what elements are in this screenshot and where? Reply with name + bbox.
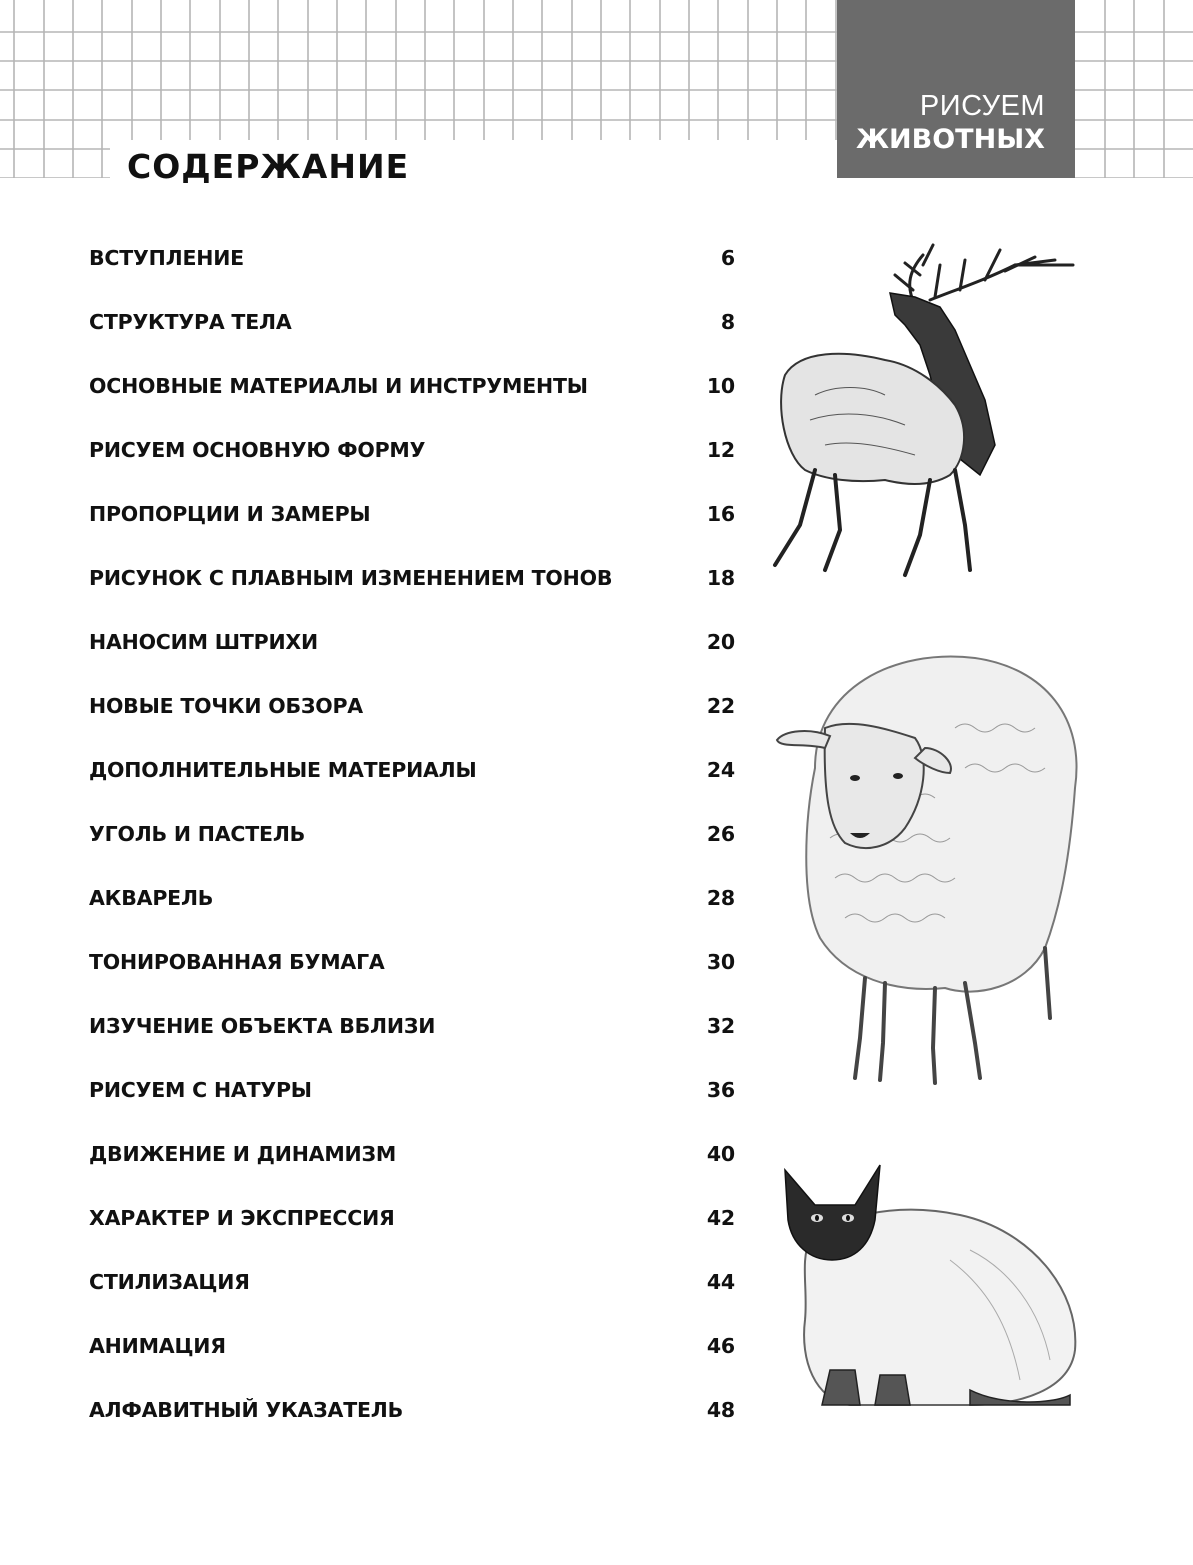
toc-entry-title: РИСУЕМ С НАТУРЫ xyxy=(89,1078,312,1102)
toc-entry xyxy=(89,546,735,610)
toc-entry-page: 42 xyxy=(706,1206,735,1230)
toc-entry xyxy=(89,482,735,546)
toc-entry xyxy=(89,354,735,418)
toc-entry-page: 36 xyxy=(706,1078,735,1102)
toc-entry-title: СТРУКТУРА ТЕЛА xyxy=(89,310,292,334)
toc-heading: СОДЕРЖАНИЕ xyxy=(127,144,415,190)
toc-entry-title: ОСНОВНЫЕ МАТЕРИАЛЫ И ИНСТРУМЕНТЫ xyxy=(89,374,588,398)
cat-illustration xyxy=(770,1160,1080,1410)
toc-entry-title: ХАРАКТЕР И ЭКСПРЕССИЯ xyxy=(89,1206,395,1230)
toc-entry xyxy=(89,1186,735,1250)
toc-entry-title: АНИМАЦИЯ xyxy=(89,1334,226,1358)
toc-entry-title: ВСТУПЛЕНИЕ xyxy=(89,246,244,270)
sheep-illustration xyxy=(775,648,1095,1098)
toc-entry-title: ТОНИРОВАННАЯ БУМАГА xyxy=(89,950,385,974)
toc-entry-title: РИСУНОК С ПЛАВНЫМ ИЗМЕНЕНИЕМ ТОНОВ xyxy=(89,566,613,590)
toc-entry xyxy=(89,1378,735,1442)
toc-entry xyxy=(89,226,735,290)
toc-entry-title: НОВЫЕ ТОЧКИ ОБЗОРА xyxy=(89,694,363,718)
toc-entry xyxy=(89,802,735,866)
table-of-contents xyxy=(89,226,735,1442)
toc-entry-title: ДВИЖЕНИЕ И ДИНАМИЗМ xyxy=(89,1142,397,1166)
toc-entry xyxy=(89,674,735,738)
series-title-line2: ЖИВОТНЫХ xyxy=(856,124,1045,155)
toc-entry xyxy=(89,930,735,994)
toc-entry-title: НАНОСИМ ШТРИХИ xyxy=(89,630,318,654)
toc-entry-title: ДОПОЛНИТЕЛЬНЫЕ МАТЕРИАЛЫ xyxy=(89,758,477,782)
toc-entry-page: 6 xyxy=(720,246,735,270)
toc-entry-page: 30 xyxy=(706,950,735,974)
toc-entry-title: АЛФАВИТНЫЙ УКАЗАТЕЛЬ xyxy=(89,1398,404,1422)
toc-entry-page: 10 xyxy=(706,374,735,398)
deer-illustration xyxy=(755,235,1085,585)
toc-entry-page: 24 xyxy=(706,758,735,782)
toc-entry-page: 20 xyxy=(706,630,735,654)
toc-entry-title: УГОЛЬ И ПАСТЕЛЬ xyxy=(89,822,306,846)
toc-entry xyxy=(89,1058,735,1122)
toc-entry xyxy=(89,290,735,354)
toc-entry xyxy=(89,994,735,1058)
toc-entry-title: АКВАРЕЛЬ xyxy=(89,886,214,910)
toc-entry-page: 16 xyxy=(706,502,735,526)
toc-entry-page: 12 xyxy=(706,438,735,462)
toc-entry-title: РИСУЕМ ОСНОВНУЮ ФОРМУ xyxy=(89,438,426,462)
toc-entry-page: 48 xyxy=(706,1398,735,1422)
toc-entry-page: 46 xyxy=(706,1334,735,1358)
toc-entry xyxy=(89,738,735,802)
series-title-line1: РИСУЕМ xyxy=(919,90,1045,122)
toc-entry-title: ПРОПОРЦИИ И ЗАМЕРЫ xyxy=(89,502,371,526)
toc-entry-page: 18 xyxy=(706,566,735,590)
toc-entry-page: 22 xyxy=(706,694,735,718)
toc-entry-page: 28 xyxy=(706,886,735,910)
toc-entry xyxy=(89,610,735,674)
toc-entry-page: 32 xyxy=(706,1014,735,1038)
toc-entry xyxy=(89,1314,735,1378)
toc-entry xyxy=(89,418,735,482)
series-title-box xyxy=(837,0,1075,178)
toc-entry-page: 26 xyxy=(706,822,735,846)
toc-entry-title: СТИЛИЗАЦИЯ xyxy=(89,1270,250,1294)
toc-entry xyxy=(89,1250,735,1314)
toc-entry-page: 44 xyxy=(706,1270,735,1294)
toc-entry-title: ИЗУЧЕНИЕ ОБЪЕКТА ВБЛИЗИ xyxy=(89,1014,436,1038)
toc-entry-page: 8 xyxy=(720,310,735,334)
toc-entry xyxy=(89,1122,735,1186)
toc-entry xyxy=(89,866,735,930)
toc-entry-page: 40 xyxy=(706,1142,735,1166)
